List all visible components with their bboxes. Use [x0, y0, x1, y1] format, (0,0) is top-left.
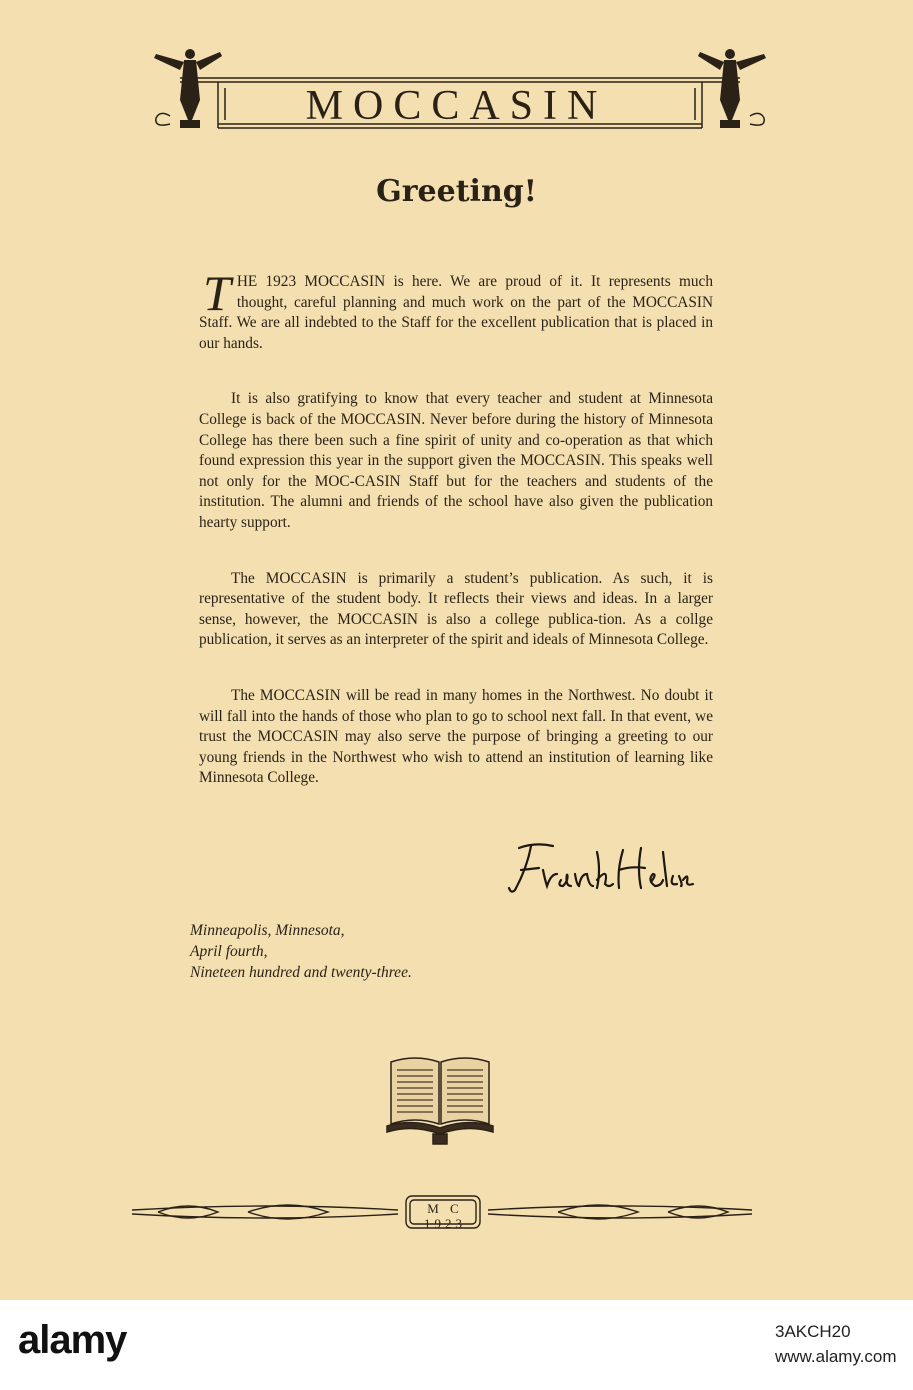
watermark-logo: alamy	[18, 1318, 127, 1362]
greeting-heading: Greeting!	[376, 174, 537, 209]
dateline-date: April fourth,	[190, 943, 268, 960]
letter-body	[199, 265, 713, 824]
right-angel-icon	[698, 49, 766, 128]
monogram-letters: M C	[427, 1201, 463, 1216]
handwritten-signature	[505, 840, 695, 900]
monogram-year: 1923	[424, 1216, 466, 1231]
watermark-footer	[0, 1300, 913, 1390]
paragraph-1: THE 1923 MOCCASIN is here. We are proud of it. It represents much thought, careful planning and much work on the part of the MOCCASIN Staff. We are all indebted to the Staff for the excellent publication that is placed in our hands.	[199, 265, 713, 352]
paragraph-2: It is also gratifying to know that every teacher and student at Minnesota College is back of the MOCCASIN. Never before during the history of Minnesota College has there been such a fine spirit of unity and co-operation as that which found expression this year in the support given the MOCCASIN. This speaks well not only for the MOC-CASIN Staff but for the teachers and students of the institution. The alumni and friends of the school have also given the publication hearty support.	[199, 390, 713, 531]
monogram-emblem	[410, 1200, 480, 1232]
dateline-place: Minneapolis, Minnesota,	[190, 922, 345, 939]
open-book-icon	[385, 1050, 495, 1150]
masthead-title: MOCCASIN	[305, 83, 608, 129]
paragraph-4: The MOCCASIN will be read in many homes in the Northwest. No doubt it will fall into the hands of those who plan to go to school next fall. In that event, we trust the MOCCASIN may also serve the purpose of bringing a greeting to our young friends in the Northwest who wish to attend an institution of learning like Minnesota College.	[199, 686, 713, 787]
drop-cap: T	[203, 265, 231, 321]
dateline-year: Nineteen hundred and twenty-three.	[190, 964, 412, 981]
watermark-url: www.alamy.com	[775, 1347, 897, 1366]
dateline	[190, 920, 412, 983]
watermark-image-id: 3AKCH20	[775, 1322, 851, 1341]
left-angel-icon	[154, 49, 222, 128]
paragraph-3: The MOCCASIN is primarily a student’s publication. As such, it is representative of the student body. It reflects their views and ideas. In a larger sense, however, the MOCCASIN is also a college publica-tion. As a collge publication, it serves as an interpreter of the spirit and ideals of Minnesota College.	[199, 569, 713, 649]
